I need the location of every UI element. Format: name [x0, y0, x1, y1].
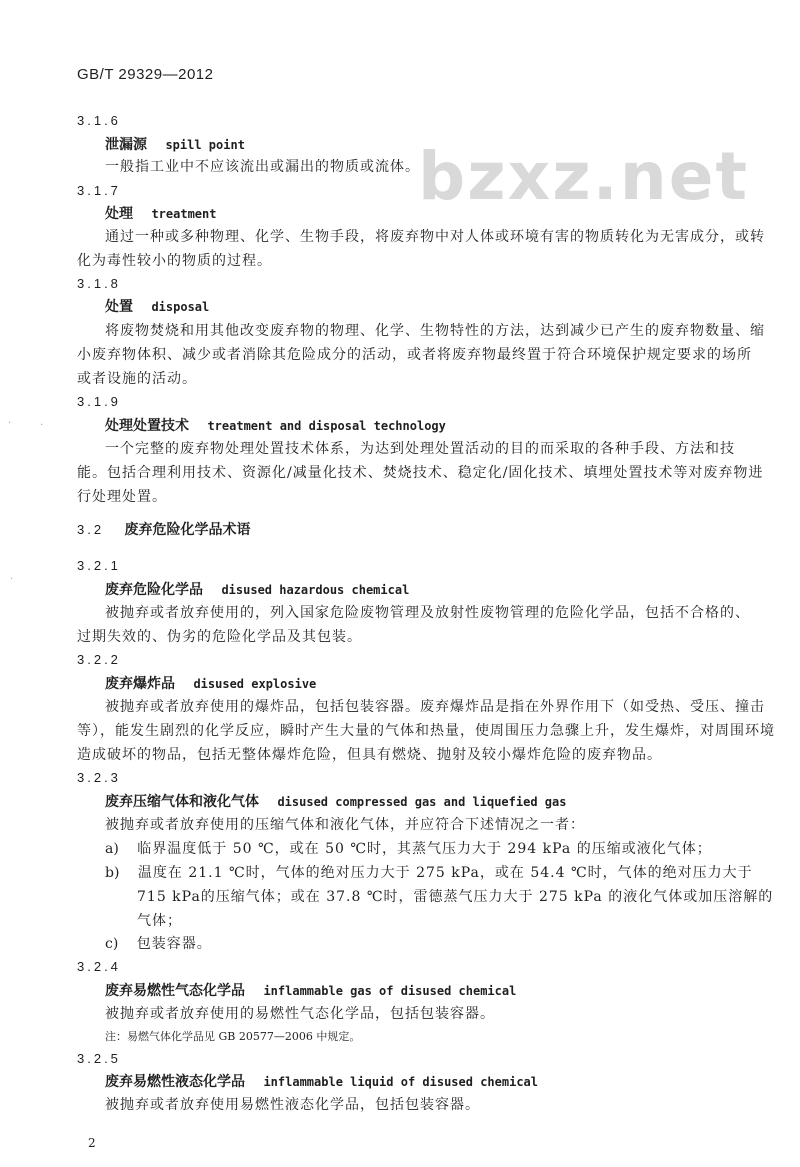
term-en: inflammable liquid of disused chemical	[263, 1075, 538, 1089]
definition: 被抛弃或者放弃使用的易燃性气态化学品，包括包装容器。	[105, 1006, 495, 1022]
definition: 能。包括合理利用技术、资源化/减量化技术、焚烧技术、稳定化/固化技术、填埋处置技术等对废弃物进	[77, 465, 764, 481]
clause-number: 3.2.4	[77, 959, 121, 974]
list-label: a)	[105, 841, 119, 857]
list-item-c	[105, 935, 212, 953]
term-en: disused hazardous chemical	[221, 583, 410, 597]
definition: 化为毒性较小的物质的过程。	[77, 253, 272, 269]
term-cn: 处理处置技术	[105, 418, 189, 434]
scan-artifact: ·	[8, 418, 12, 429]
section-number: 3.2	[77, 522, 105, 537]
definition: 等），能发生剧烈的化学反应，瞬时产生大量的气体和热量，使周围压力急骤上升，发生爆炸，对周围环境	[77, 723, 775, 739]
term-heading	[105, 136, 245, 154]
term-en: disused explosive	[193, 677, 317, 691]
list-text: 临界温度低于 50 ℃，或在 50 ℃时，其蒸气压力大于 294 kPa 的压缩或液化气体；	[137, 841, 712, 857]
definition: 通过一种或多种物理、化学、生物手段，将废弃物中对人体或环境有害的物质转化为无害成分，或转	[105, 229, 765, 245]
list-label: b)	[105, 865, 120, 881]
term-cn: 废弃危险化学品	[105, 582, 203, 598]
section-heading	[77, 521, 251, 539]
section-title: 废弃危险化学品术语	[124, 522, 251, 538]
definition: 造成破坏的物品，包括无整体爆炸危险，但具有燃烧、抛射及较小爆炸危险的废弃物品。	[77, 747, 662, 763]
term-heading	[105, 417, 446, 435]
term-heading	[105, 675, 316, 693]
definition: 一个完整的废弃物处理处置技术体系，为达到处理处置活动的目的而采取的各种手段、方法和技	[105, 441, 735, 457]
term-en: spill point	[165, 138, 245, 152]
clause-number: 3.2.5	[77, 1051, 121, 1066]
clause-number: 3.1.9	[77, 394, 121, 409]
term-cn: 废弃爆炸品	[105, 676, 175, 692]
definition: 被抛弃或者放弃使用的爆炸品，包括包装容器。废弃爆炸品是指在外界作用下（如受热、受压、撞击	[105, 699, 765, 715]
scan-artifact: ·	[10, 574, 14, 585]
definition: 一般指工业中不应该流出或漏出的物质或流体。	[105, 159, 420, 175]
page-number: 2	[88, 1136, 96, 1150]
term-cn: 处置	[105, 299, 133, 315]
term-en: treatment and disposal technology	[207, 419, 446, 433]
definition: 小废弃物体积、减少或者消除其危险成分的活动，或者将废弃物最终置于符合环境保护规定要求的场所	[77, 347, 752, 363]
definition: 被抛弃或者放弃使用的，列入国家危险废物管理及放射性废物管理的危险化学品，包括不合格的、	[105, 605, 750, 621]
definition: 将废物焚烧和用其他改变废弃物的物理、化学、生物特性的方法，达到减少已产生的废弃物数量、缩	[105, 323, 765, 339]
clause-number: 3.1.8	[77, 276, 121, 291]
list-label: c)	[105, 936, 119, 952]
term-heading	[105, 205, 216, 223]
definition: 行处理处置。	[77, 489, 167, 505]
term-cn: 废弃压缩气体和液化气体	[105, 794, 259, 810]
definition: 被抛弃或者放弃使用易燃性液态化学品，包括包装容器。	[105, 1097, 480, 1113]
list-item-a	[105, 840, 712, 858]
definition: 或者设施的活动。	[77, 371, 197, 387]
definition: 被抛弃或者放弃使用的压缩气体和液化气体，并应符合下述情况之一者：	[105, 817, 585, 833]
term-en: disused compressed gas and liquefied gas	[277, 795, 567, 809]
clause-number: 3.1.6	[77, 113, 121, 128]
clause-number: 3.1.7	[77, 183, 121, 198]
watermark-logo: bzxz.net	[418, 138, 750, 215]
term-en: treatment	[151, 207, 217, 221]
term-heading	[105, 793, 566, 811]
clause-number: 3.2.3	[77, 770, 121, 785]
list-item-b	[105, 864, 753, 882]
term-heading	[105, 298, 209, 316]
term-heading	[105, 1073, 538, 1091]
list-text-continued: 气体；	[137, 913, 182, 929]
clause-number: 3.2.2	[77, 652, 121, 667]
list-text: 包装容器。	[136, 936, 212, 952]
list-text-continued: 715 kPa的压缩气体；或在 37.8 ℃时，雷德蒸气压力大于 275 kPa 的液化气体或加压溶解的	[137, 889, 774, 905]
term-cn: 废弃易燃性液态化学品	[105, 1074, 245, 1090]
definition: 过期失效的、伪劣的危险化学品及其包装。	[77, 629, 362, 645]
term-cn: 泄漏源	[105, 137, 147, 153]
clause-number: 3.2.1	[77, 558, 121, 573]
term-cn: 处理	[105, 206, 133, 222]
term-en: inflammable gas of disused chemical	[263, 984, 517, 998]
term-cn: 废弃易燃性气态化学品	[105, 983, 245, 999]
list-text: 温度在 21.1 ℃时，气体的绝对压力大于 275 kPa，或在 54.4 ℃时，气体的绝对压力大于	[137, 865, 753, 881]
note: 注：易燃气体化学品见 GB 20577—2006 中规定。	[105, 1030, 361, 1043]
term-en: disposal	[151, 300, 210, 314]
term-heading	[105, 581, 409, 599]
term-heading	[105, 982, 516, 1000]
standard-code: GB/T 29329—2012	[77, 66, 214, 83]
scan-artifact: ·	[40, 420, 44, 431]
